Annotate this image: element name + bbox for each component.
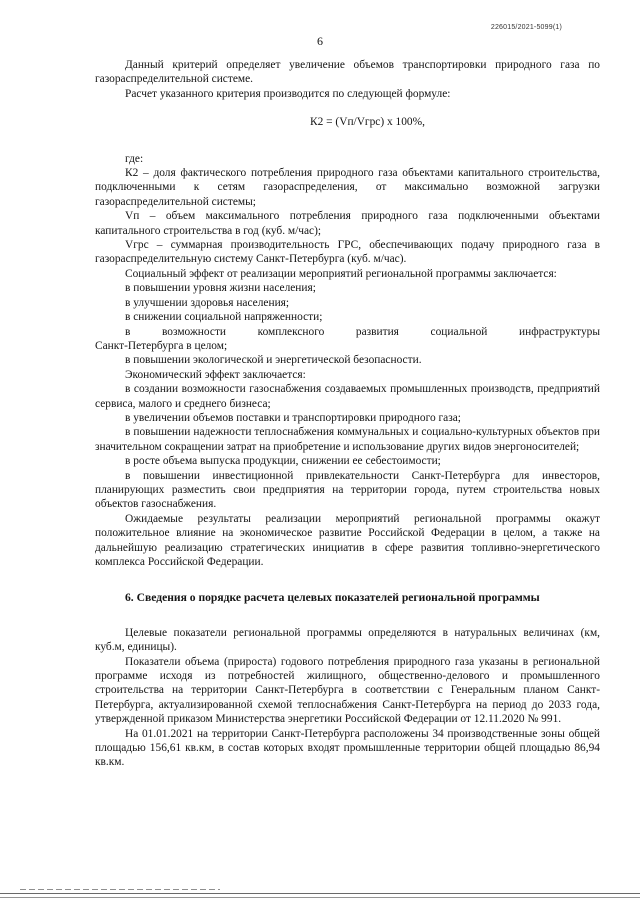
paragraph-expected-results: Ожидаемые результаты реализации мероприятий региональной программы окажут положительное влияние на экономическое развитие Российской Федерации в целом, а также на дальнейшую реализацию стратегических инициатив в сфере развития топливно-энергетического комплекса Российской Федерации. [95,512,600,568]
paragraph: Целевые показатели региональной программы определяются в натуральных величинах (км, куб.м, единицы). [95,626,600,654]
list-item: в увеличении объемов поставки и транспортировки природного газа; [125,411,461,424]
definition-vp: Vп – объем максимального потребления природного газа подключенными объектами капитального строительства в год (куб. м/час); [95,210,600,237]
list-item: в возможности комплексного развития социальной инфраструктуры [125,325,600,338]
paragraph-economic-effect: Экономический эффект заключается: [125,368,306,381]
list-item: в повышении инвестиционной привлекательности Санкт-Петербурга для инвесторов, планирующих разместить свои предприятия на территории города, путем строительства новых объектов газоснабжения. [95,469,600,511]
list-item: в росте объема выпуска продукции, снижении ее себестоимости; [125,455,441,468]
list-item: в улучшении здоровья населения; [125,296,290,309]
definition-k2: К2 – доля фактического потребления природного газа объектами капитального строительства, подключенными к сетям газораспределения, от максимально возможной загрузки газораспределительной системы; [95,167,600,208]
paragraph: На 01.01.2021 на территории Санкт-Петербурга расположены 34 производственные зоны общей площадью 156,61 кв.км, в состав которых входят промышленные территории общей площадью 86,94 кв.км. [95,727,600,769]
paragraph: Данный критерий определяет увеличение объемов транспортировки природного газа по газораспределительной системе. [95,59,600,86]
document-body [95,58,600,770]
scan-artifact-dashes [20,889,220,890]
paragraph-where: где: [125,152,144,165]
section-heading: 6. Сведения о порядке расчета целевых показателей региональной программы [125,591,540,605]
paragraph: Расчет указанного критерия производится по следующей формуле: [125,87,451,100]
list-item-continuation: Санкт-Петербурга в целом; [95,339,228,352]
page-number: 6 [317,34,323,48]
formula: К2 = (Vп/Vгрс) х 100%, [310,116,425,129]
list-item: в повышении надежности теплоснабжения коммунальных и социально-культурных объектов при значительном сокращении затрат на приобретение и использование других видов энергоносителей; [95,426,600,453]
scan-artifact-line [0,897,640,898]
paragraph: Показатели объема (прироста) годового потребления природного газа указаны в региональной программе исходя из потребностей жилищного, общественно-делового и промышленного строительства на территории Санкт-Петербурга в соответствии с Генеральным планом Санкт-Петербурга, актуализированной схемой теплоснабжения Санкт-Петербурга на период до 2033 года, утвержденной приказом Министерства энергетики Российской Федерации от 12.11.2020 № 991. [95,655,600,726]
list-item: в снижении социальной напряженности; [125,311,323,324]
list-item: в создании возможности газоснабжения создаваемых промышленных производств, предприятий сервиса, малого и среднего бизнеса; [95,383,600,410]
scan-artifact-line [0,893,640,894]
paragraph-social-effect: Социальный эффект от реализации мероприятий региональной программы заключается: [125,267,557,280]
list-item: в повышении экологической и энергетической безопасности. [125,354,422,367]
list-item: в повышении уровня жизни населения; [125,282,316,295]
document-registration-number: 226015/2021-5099(1) [490,24,562,31]
definition-vgrs: Vгрс – суммарная производительность ГРС, обеспечивающих подачу природного газа в газораспределительную систему Санкт-Петербурга (куб. м/час). [95,239,600,266]
